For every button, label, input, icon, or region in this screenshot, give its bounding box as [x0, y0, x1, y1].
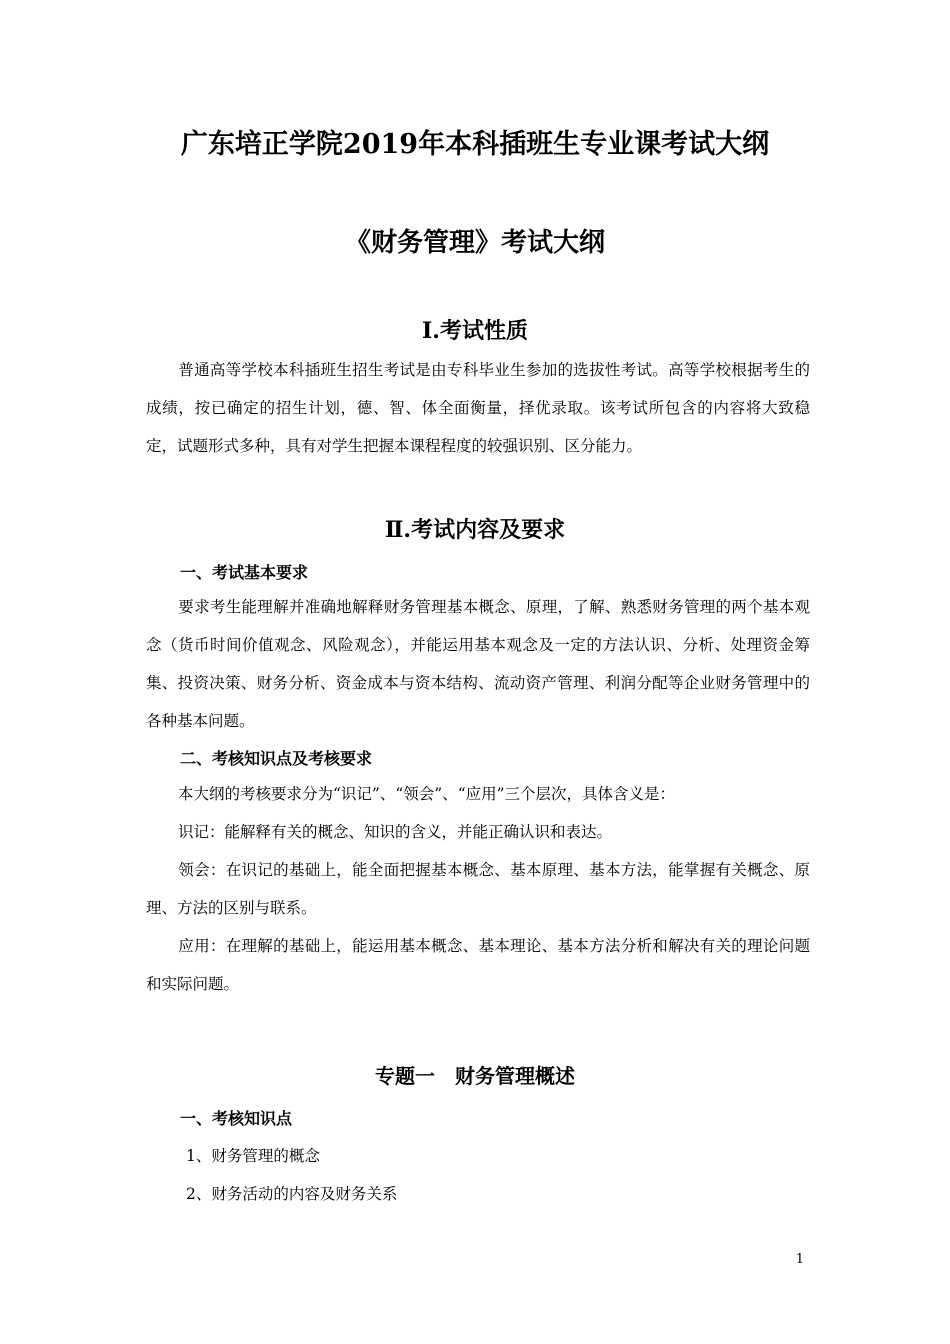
- basic-requirements-heading: 一、考试基本要求: [180, 563, 309, 582]
- topic-1-title: 专题一 财务管理概述: [375, 1064, 575, 1088]
- assessment-intro: [146, 775, 810, 813]
- page-number: 1: [795, 1252, 804, 1267]
- level-understand: [146, 851, 810, 927]
- section-1-title: Ⅰ.考试性质: [422, 318, 528, 344]
- level-recall-text: 识记：能解释有关的概念、知识的含义，并能正确认识和表达。: [178, 823, 613, 841]
- assessment-points-heading: 二、考核知识点及考核要求: [180, 749, 373, 768]
- topic-1-item: 1、财务管理的概念: [186, 1147, 320, 1165]
- assessment-intro-text: 本大纲的考核要求分为“识记”、“领会”、“应用”三个层次，具体含义是：: [178, 785, 676, 803]
- topic-1-item: 2、财务活动的内容及财务关系: [186, 1185, 398, 1203]
- section-2-title: Ⅱ.考试内容及要求: [384, 517, 566, 543]
- level-apply: [146, 927, 810, 1003]
- topic-1-heading: 一、考核知识点: [180, 1109, 293, 1128]
- basic-requirements-text: 要求考生能理解并准确地解释财务管理基本概念、原理，了解、熟悉财务管理的两个基本观念（货币时间价值观念、风险观念），并能运用基本观念及一定的方法认识、分析、处理资金筹集、投资决策、财务分析、资金成本与资本结构、流动资产管理、利润分配等企业财务管理中的各种基本问题。: [146, 598, 810, 730]
- document-title: 广东培正学院2019年本科插班生专业课考试大纲: [180, 129, 770, 160]
- level-understand-text: 领会：在识记的基础上，能全面把握基本概念、基本原理、基本方法，能掌握有关概念、原理、方法的区别与联系。: [146, 861, 810, 917]
- level-recall: [146, 813, 810, 851]
- section-1-paragraph: [146, 351, 810, 465]
- syllabus-title: 《财务管理》考试大纲: [344, 228, 605, 258]
- section-1-paragraph-text: 普通高等学校本科插班生招生考试是由专科毕业生参加的选拔性考试。高等学校根据考生的成绩，按已确定的招生计划，德、智、体全面衡量，择优录取。该考试所包含的内容将大致稳定，试题形式多种，具有对学生把握本课程程度的较强识别、区分能力。: [146, 361, 810, 455]
- level-apply-text: 应用：在理解的基础上，能运用基本概念、基本理论、基本方法分析和解决有关的理论问题和实际问题。: [146, 937, 810, 993]
- basic-requirements-paragraph: [146, 588, 810, 740]
